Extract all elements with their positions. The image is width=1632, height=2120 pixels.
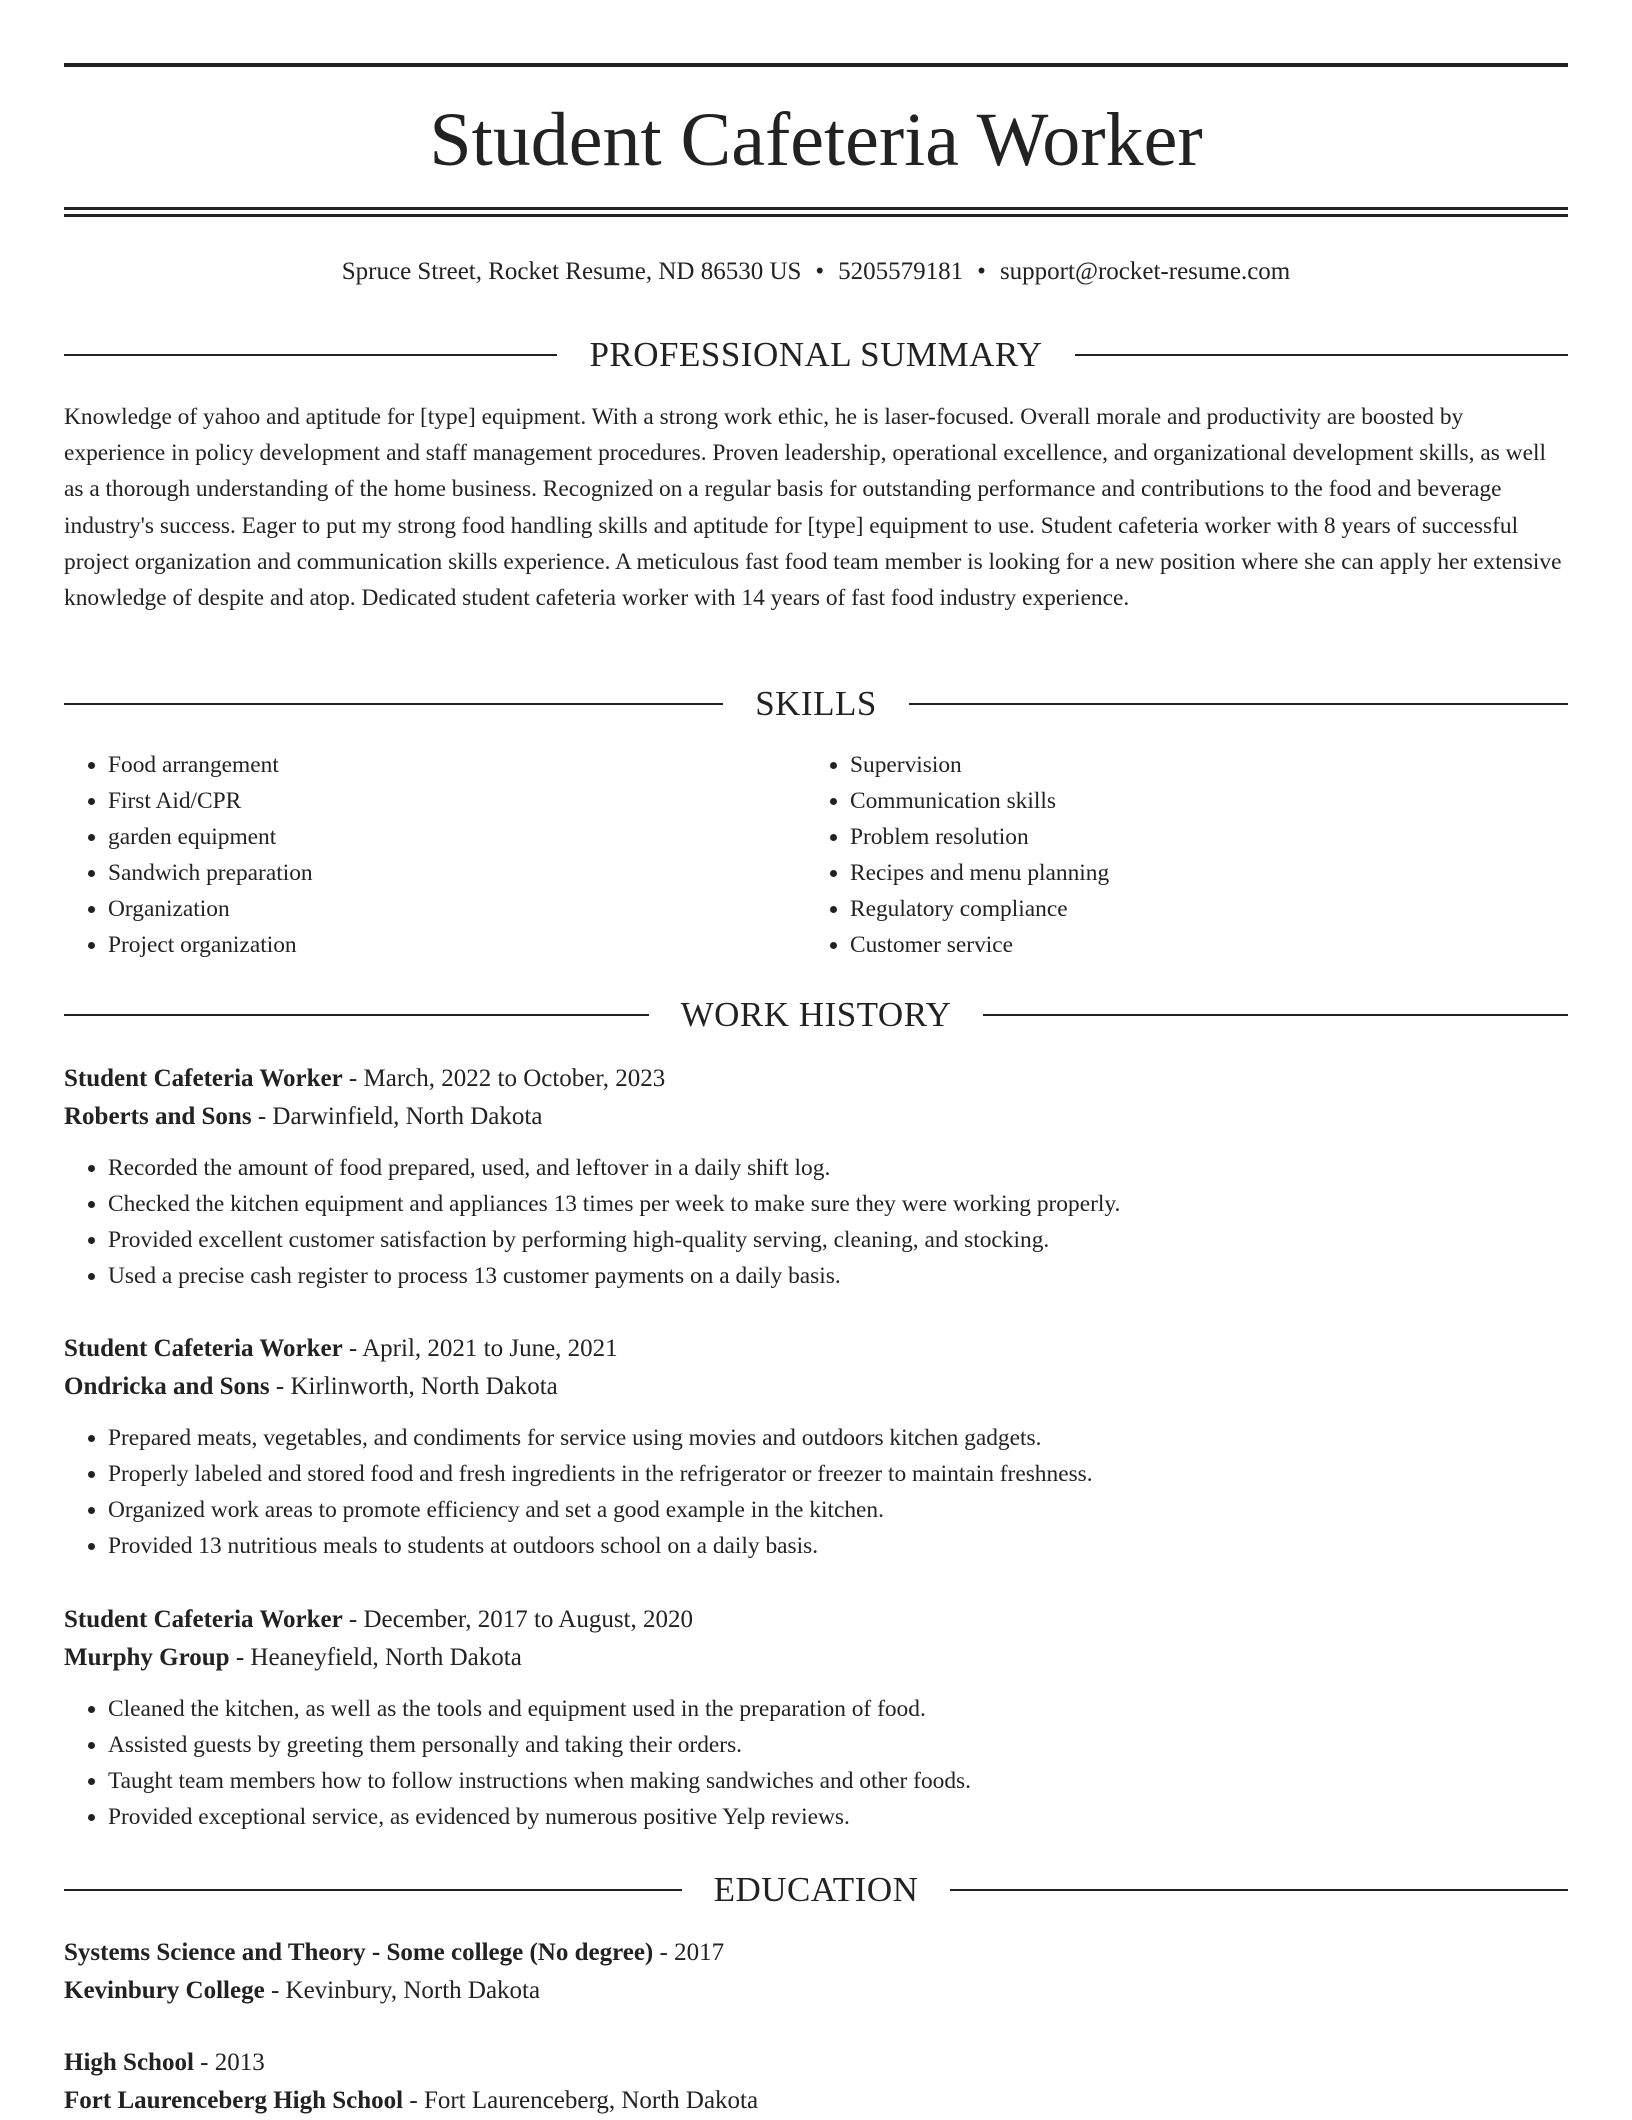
education-school: Kevinbury College: [64, 1977, 265, 2004]
job-title: Student Cafeteria Worker: [64, 1065, 343, 1092]
education-year: 2013: [214, 2049, 265, 2076]
skill-item: • Food arrangement: [108, 747, 724, 783]
skill-item: • garden equipment: [108, 819, 724, 855]
education-entry: [64, 2044, 1568, 2120]
skills-list-left: [64, 747, 724, 963]
summary-section-heading: [64, 333, 1568, 377]
job-location: Kirlinworth, North Dakota: [290, 1373, 558, 1400]
skill-item: • Project organization: [108, 927, 724, 963]
education-degree-line: Systems Science and Theory - Some college (No degree) - 2017: [64, 1939, 725, 1966]
job-location: Darwinfield, North Dakota: [272, 1103, 543, 1130]
skill-item: • Organization: [108, 891, 724, 927]
education-degree-line: High School - 2013: [64, 2049, 265, 2076]
education-year: 2017: [674, 1939, 725, 1966]
job-company-line: Murphy Group - Heaneyfield, North Dakota: [64, 1644, 522, 1671]
education-school-line: Fort Laurenceberg High School - Fort Laurenceberg, North Dakota: [64, 2087, 759, 2114]
job-bullet: • Prepared meats, vegetables, and condiments for service using movies and outdoors kitchen gadgets.: [108, 1420, 1568, 1456]
skills-section-heading: [64, 682, 1568, 726]
skill-item: • Problem resolution: [850, 819, 1466, 855]
contact-separator: •: [815, 258, 825, 285]
job-bullet: • Provided excellent customer satisfaction by performing high-quality serving, cleaning, and stocking.: [108, 1222, 1568, 1258]
skills-heading-label: SKILLS: [755, 684, 877, 723]
education-section-heading: [64, 1868, 1568, 1912]
job-dates: March, 2022 to October, 2023: [363, 1065, 666, 1092]
job-dates: April, 2021 to June, 2021: [362, 1335, 618, 1362]
summary-paragraph: Knowledge of yahoo and aptitude for [type] equipment. With a strong work ethic, he is laser-focused. Overall morale and productivity are boosted by experience in policy development and staff management procedures. Proven leadership, operational excellence, and organizational development skills, as well as a thorough understanding of the home business. Recognized on a regular basis for outstanding performance and contributions to the food and beverage industry's success. Eager to put my strong food handling skills and aptitude for [type] equipment to use. Student cafeteria worker with 8 years of successful project organization and communication skills experience. A meticulous fast food team member is looking for a new position where she can apply her extensive knowledge of despite and atop. Dedicated student cafeteria worker with 14 years of fast food industry experience.: [64, 404, 1562, 612]
heading-rule-right: [950, 1889, 1568, 1891]
heading-rule-right: [983, 1014, 1568, 1016]
resume-title: Student Cafeteria Worker: [429, 98, 1203, 182]
education-school: Fort Laurenceberg High School: [64, 2087, 404, 2114]
summary-heading-label: PROFESSIONAL SUMMARY: [589, 335, 1043, 374]
job-bullet: • Checked the kitchen equipment and appliances 13 times per week to make sure they were working properly.: [108, 1186, 1568, 1222]
job-bullet: • Properly labeled and stored food and fresh ingredients in the refrigerator or freezer to maintain freshness.: [108, 1456, 1568, 1492]
job-entry: [64, 1060, 1568, 1294]
education-degree: High School: [64, 2049, 194, 2076]
job-bullet: • Provided 13 nutritious meals to students at outdoors school on a daily basis.: [108, 1528, 1568, 1564]
contact-phone: 5205579181: [838, 258, 964, 285]
job-company: Ondricka and Sons: [64, 1373, 270, 1400]
heading-rule-right: [1075, 354, 1568, 356]
job-bullet-list: [64, 1150, 1568, 1294]
skills-list-right: [806, 747, 1466, 963]
job-title-line: Student Cafeteria Worker - March, 2022 to October, 2023: [64, 1065, 666, 1092]
education-heading-label: EDUCATION: [713, 1870, 919, 1909]
skill-item: • Communication skills: [850, 783, 1466, 819]
contact-address: Spruce Street, Rocket Resume, ND 86530 US: [341, 258, 802, 285]
top-rule: [64, 63, 1568, 67]
job-location: Heaneyfield, North Dakota: [250, 1644, 522, 1671]
job-bullet: • Cleaned the kitchen, as well as the tools and equipment used in the preparation of food.: [108, 1691, 1568, 1727]
heading-rule-right: [909, 703, 1568, 705]
skill-item: • Sandwich preparation: [108, 855, 724, 891]
job-title: Student Cafeteria Worker: [64, 1606, 343, 1633]
skill-item: • First Aid/CPR: [108, 783, 724, 819]
job-title: Student Cafeteria Worker: [64, 1335, 343, 1362]
title-double-rule: [64, 207, 1568, 217]
job-bullet: • Organized work areas to promote efficiency and set a good example in the kitchen.: [108, 1492, 1568, 1528]
job-company-line: Ondricka and Sons - Kirlinworth, North Dakota: [64, 1373, 558, 1400]
work-section-heading: [64, 993, 1568, 1037]
skills-column-left: [64, 747, 724, 963]
heading-rule-left: [64, 1014, 649, 1016]
job-bullet: • Provided exceptional service, as evidenced by numerous positive Yelp reviews.: [108, 1799, 1568, 1835]
job-bullet: • Taught team members how to follow instructions when making sandwiches and other foods.: [108, 1763, 1568, 1799]
job-company-line: Roberts and Sons - Darwinfield, North Dakota: [64, 1103, 543, 1130]
job-bullet: • Recorded the amount of food prepared, used, and leftover in a daily shift log.: [108, 1150, 1568, 1186]
contact-line: [64, 254, 1568, 290]
work-heading-label: WORK HISTORY: [680, 995, 952, 1034]
skills-column-right: [806, 747, 1466, 963]
heading-rule-left: [64, 703, 723, 705]
job-title-line: Student Cafeteria Worker - April, 2021 to June, 2021: [64, 1335, 618, 1362]
job-company: Murphy Group: [64, 1644, 230, 1671]
education-degree: Systems Science and Theory - Some college (No degree): [64, 1939, 654, 1966]
heading-rule-left: [64, 1889, 682, 1891]
job-bullet: • Assisted guests by greeting them personally and taking their orders.: [108, 1727, 1568, 1763]
job-entry: [64, 1601, 1568, 1835]
job-bullet: • Used a precise cash register to process 13 customer payments on a daily basis.: [108, 1258, 1568, 1294]
job-bullet-list: [64, 1691, 1568, 1835]
skill-item: • Recipes and menu planning: [850, 855, 1466, 891]
heading-rule-left: [64, 354, 557, 356]
skill-item: • Customer service: [850, 927, 1466, 963]
job-entry: [64, 1330, 1568, 1564]
skill-item: • Regulatory compliance: [850, 891, 1466, 927]
education-school-line: Kevinbury College - Kevinbury, North Dakota: [64, 1977, 541, 2004]
job-dates: December, 2017 to August, 2020: [363, 1606, 694, 1633]
skill-item: • Supervision: [850, 747, 1466, 783]
job-title-line: Student Cafeteria Worker - December, 2017 to August, 2020: [64, 1606, 694, 1633]
job-bullet-list: [64, 1420, 1568, 1564]
education-location: Kevinbury, North Dakota: [285, 1977, 541, 2004]
contact-separator: •: [977, 258, 986, 285]
education-entry: [64, 1934, 1568, 2010]
education-location: Fort Laurenceberg, North Dakota: [423, 2087, 759, 2114]
contact-email: support@rocket-resume.com: [999, 258, 1291, 285]
job-company: Roberts and Sons: [64, 1103, 252, 1130]
